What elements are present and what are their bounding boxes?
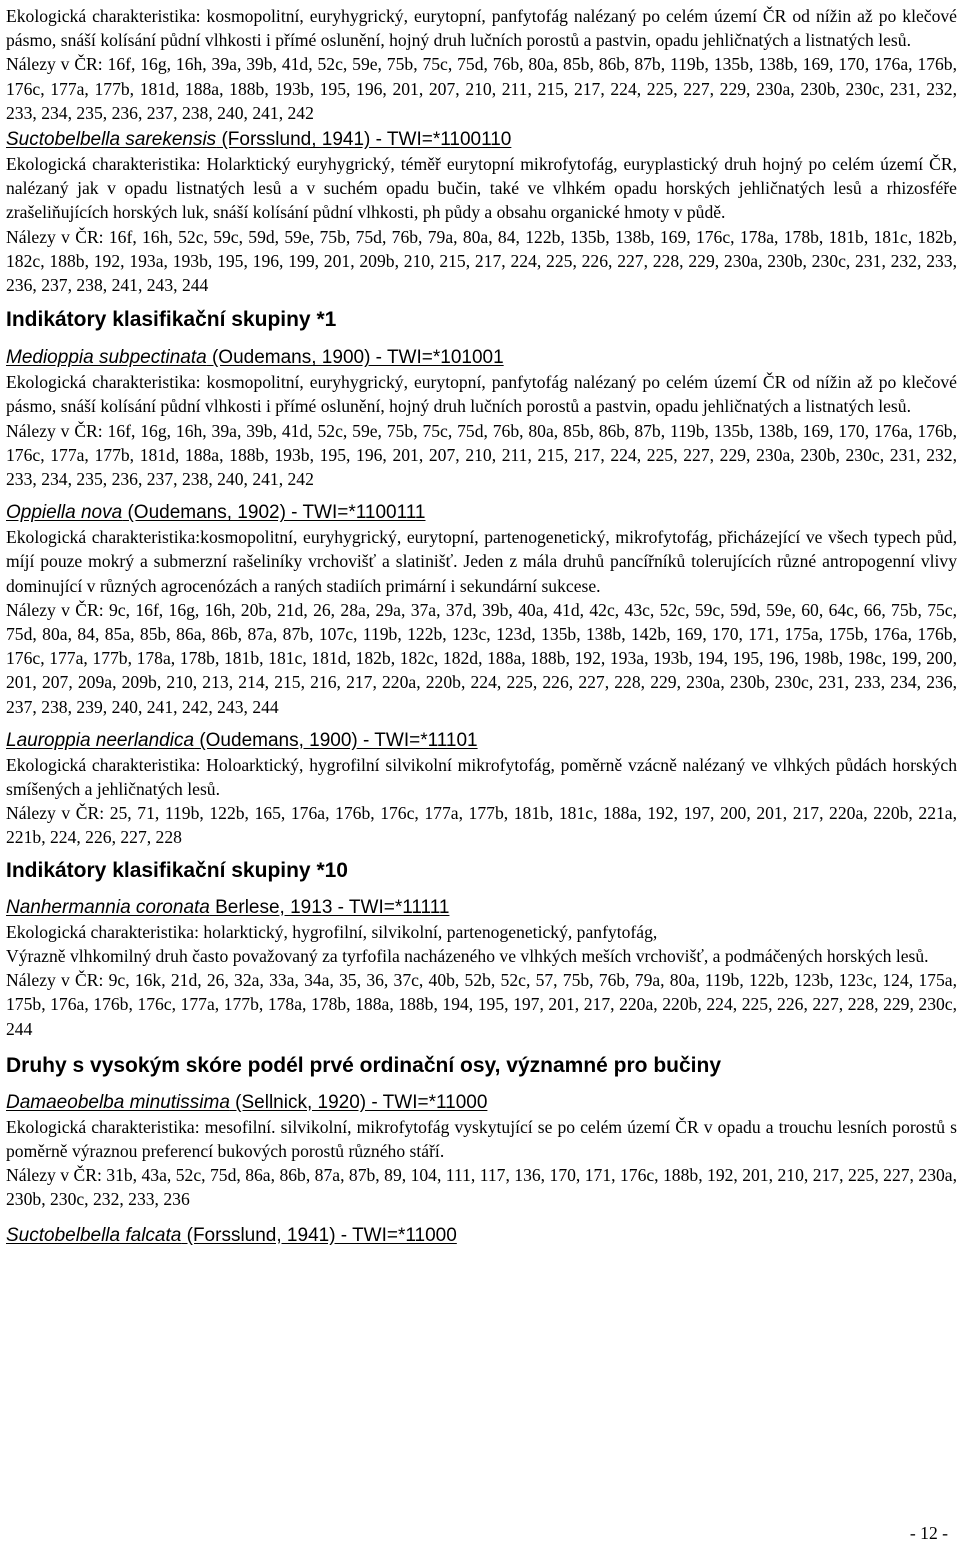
intro-finds-text: Nálezy v ČR: 16f, 16g, 16h, 39a, 39b, 41d, 52c, 59e, 75b, 75c, 75d, 76b, 80a, 85b, 86b, 87b, 119b, 135b, 138b, 169, 170, 176a, 176b, 176c, 177a, 177b, 181d, 188a, 188b, 193b, 195, 196, 201, 207, 210, 211, 215, 217, 224, 225, 227, 229, 230a, 230b, 230c, 231, 232, 233, 234, 235, 236, 237, 238, 240, 241, 242 [6,54,957,123]
species-name: Oppiella nova [6,502,123,524]
species-name: Nanhermannia coronata [6,896,210,918]
species-authority: (Oudemans, 1900) - TWI=*11101 [194,729,478,751]
species-name: Medioppia subpectinata [6,347,207,369]
species-finds-text: Nálezy v ČR: 9c, 16f, 16g, 16h, 20b, 21d, 26, 28a, 29a, 37a, 37d, 39b, 40a, 41d, 42c, 43c, 52c, 59c, 59d, 59e, 60, 64c, 66, 75b, 75c, 75d, 80a, 84, 85a, 85b, 86a, 86b, 87a, 87b, 107c, 119b, 122b, 123c, 123d, 135b, 138b, 142b, 169, 170, 171, 175a, 175b, 176a, 176b, 176c, 177a, 177b, 178a, 178b, 181b, 181c, 181d, 182b, 182c, 182d, 188a, 188b, 192, 193a, 193b, 194, 195, 196, 198b, 198c, 199, 200, 201, 207, 209a, 209b, 210, 213, 214, 215, 216, 217, 220a, 220b, 224, 225, 226, 227, 228, 229, 230a, 230b, 230c, 231, 233, 234, 236, 237, 238, 239, 240, 241, 242, 243, 244 [6,599,957,717]
species-ecology-text: Ekologická charakteristika: Holarktický euryhygrický, téměř eurytopní mikrofytofág, euryplastický druh hojný po celém území ČR, nalézaný jak v opadu listnatých lesů a v suchém opadu bučin, také ve vlhkém opadu horských jehličnatých lesů a rhizosféře zrašeliňujících horských luk, snáší kolísání půdní vlhkosti, ph půdy a obsahu organické hmoty v půdě. [6,154,957,223]
document-page [6,4,957,1248]
species-finds-text: Nálezy v ČR: 16f, 16h, 52c, 59c, 59d, 59e, 75b, 75d, 76b, 79a, 80a, 84, 122b, 135b, 138b, 169, 176c, 178a, 178b, 181b, 181c, 182b, 182c, 188b, 192, 193a, 193b, 195, 196, 199, 201, 209b, 210, 215, 217, 224, 225, 226, 227, 228, 229, 230a, 230b, 230c, 231, 232, 233, 236, 237, 238, 241, 243, 244 [6,226,957,296]
species-entry-nanhermannia-coronata [6,896,957,1041]
species-finds-text: Nálezy v ČR: 16f, 16g, 16h, 39a, 39b, 41d, 52c, 59e, 75b, 75c, 75d, 76b, 80a, 85b, 86b, 87b, 119b, 135b, 138b, 169, 170, 176a, 176b, 176c, 177a, 177b, 181d, 188a, 188b, 193b, 195, 196, 201, 207, 210, 211, 215, 217, 224, 225, 227, 229, 230a, 230b, 230c, 231, 232, 233, 234, 235, 236, 237, 238, 240, 241, 242 [6,420,957,490]
species-ecology-text: Ekologická charakteristika: holarktický, hygrofilní, silvikolní, partenogenetický, panfytofág, [6,921,658,942]
species-title [6,1091,957,1115]
species-finds-text: Nálezy v ČR: 9c, 16k, 21d, 26, 32a, 33a, 34a, 35, 36, 37c, 40b, 52b, 52c, 57, 75b, 76b, 79a, 80a, 119b, 122b, 123b, 123c, 124, 175a, 175b, 176a, 176b, 176c, 177a, 177b, 178a, 178b, 188a, 188b, 194, 195, 197, 201, 217, 220a, 220b, 224, 225, 226, 227, 228, 229, 230c, 244 [6,970,957,1039]
species-authority: (Oudemans, 1902) - TWI=*1100111 [122,502,426,524]
page-number: - 12 - [909,1523,948,1543]
intro-ecology-text: Ekologická charakteristika: kosmopolitní, euryhygrický, eurytopní, panfytofág nalézaný po celém území ČR od nížin až po klečové pásmo, snáší kolísání půdní vlhkosti i přímé oslunění, hojný druh lučních porostů a pastvin, opadu jehličnatých a listnatých lesů. [6,6,957,51]
species-authority: (Sellnick, 1920) - TWI=*11000 [229,1091,488,1113]
species-entry-suctobelbella-sarekensis [6,128,957,297]
species-title [6,128,957,152]
section-heading-ordination: Druhy s vysokým skóre podél prvé ordinační osy, významné pro bučiny [6,1053,722,1077]
species-ecology-text: Ekologická charakteristika: mesofilní. silvikolní, mikrofytofág vyskytující se po celém území ČR v opadu a trouchu lesních porostů s poměrně výraznou preferencí bukových porostů různého stáří. [6,1116,957,1161]
section-heading-group-1: Indikátory klasifikační skupiny *1 [6,308,337,332]
species-authority: (Forsslund, 1941) - TWI=*11000 [181,1224,457,1246]
species-entry-medioppia-subpectinata [6,346,957,491]
species-entry-suctobelbella-falcata [6,1224,957,1248]
species-finds-text: Nálezy v ČR: 31b, 43a, 52c, 75d, 86a, 86b, 87a, 87b, 89, 104, 111, 117, 136, 170, 171, 176c, 188b, 192, 201, 210, 217, 225, 227, 230a, 230b, 230c, 232, 233, 236 [6,1165,957,1210]
species-ecology-text-2: Výrazně vlhkomilný druh často považovaný za tyrfofila nacházeného ve vlhkých meších vrchovišť, a podmáčených horských lesů. [6,945,929,966]
species-name: Suctobelbella falcata [6,1224,182,1246]
species-authority: Berlese, 1913 - TWI=*11111 [209,896,450,918]
species-name: Damaeobelba minutissima [6,1091,230,1113]
species-title [6,1224,957,1248]
species-title [6,346,957,370]
species-ecology-text: Ekologická charakteristika: kosmopolitní, euryhygrický, eurytopní, panfytofág nalézaný po celém území ČR od nížin až po klečové pásmo, snáší kolísání půdní vlhkosti i přímé oslunění, hojný druh lučních porostů a pastvin, opadu jehličnatých a listnatých lesů. [6,372,957,417]
species-title [6,896,957,920]
species-ecology-text: Ekologická charakteristika:kosmopolitní, euryhygrický, eurytopní, partenogenetický, mikrofytofág, přicházející ve všech typech půd, míjí pouze mokrý a submerzní rašeliníky vrchovišť a slatinišť. Jeden z mála druhů pancířníků tolerujících různé antropogenní vlivy dominující v různých agrocenózách a raných stadiích primární i sekundární sukcese. [6,527,957,596]
species-authority: (Forsslund, 1941) - TWI=*1100110 [216,129,512,151]
section-heading-group-10: Indikátory klasifikační skupiny *10 [6,858,348,882]
species-name: Suctobelbella sarekensis [6,129,217,151]
species-entry-oppiella-nova [6,501,957,719]
species-authority: (Oudemans, 1900) - TWI=*101001 [206,347,504,369]
species-title [6,501,957,525]
species-entry-damaeobelba-minutissima [6,1091,957,1212]
species-ecology-text: Ekologická charakteristika: Holoarktický, hygrofilní silvikolní mikrofytofág, poměrně vzácně nalézaný ve vlhkých půdách horských smíšených a jehličnatých lesů. [6,754,957,800]
species-name: Lauroppia neerlandica [6,729,195,751]
species-finds-text: Nálezy v ČR: 25, 71, 119b, 122b, 165, 176a, 176b, 176c, 177a, 177b, 181b, 181c, 188a, 192, 197, 200, 201, 217, 220a, 220b, 221a, 221b, 224, 226, 227, 228 [6,803,957,848]
species-entry-lauroppia-neerlandica [6,729,957,850]
species-title [6,729,957,753]
